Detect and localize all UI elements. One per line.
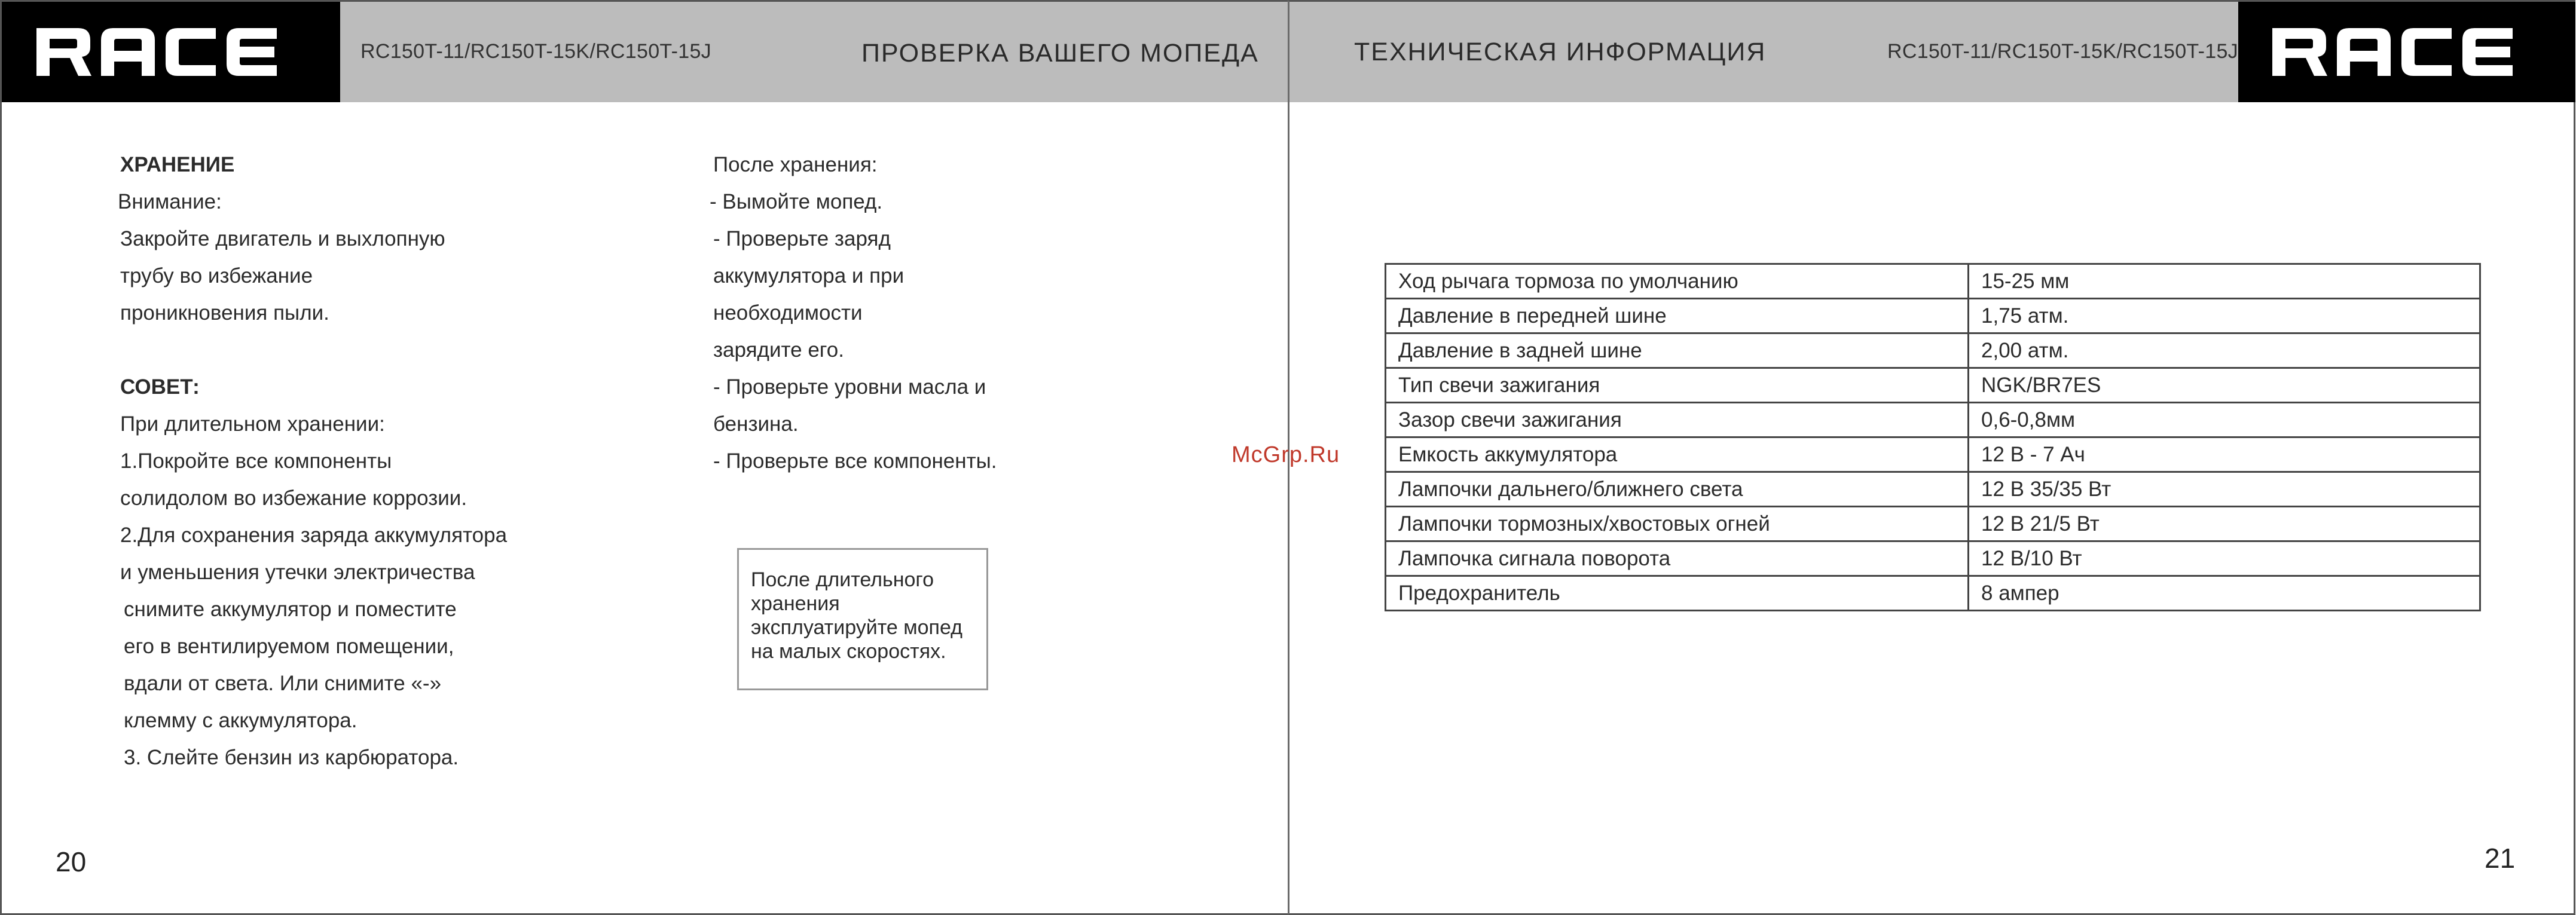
spec-value: 12 В/10 Вт: [1969, 541, 2480, 576]
right-model-text: RC150T-11/RC150T-15K/RC150T-15J: [1887, 40, 2238, 63]
page-number-right: 21: [2485, 843, 2516, 874]
spec-row: [1386, 299, 2480, 333]
spec-value: 8 ампер: [1969, 576, 2480, 611]
storage-text-line: проникновения пыли.: [120, 301, 329, 325]
racer-logo-right: [2238, 2, 2575, 102]
spec-row: [1386, 541, 2480, 576]
spec-label: Давление в задней шине: [1386, 333, 1969, 368]
racer-logo: [2, 2, 340, 102]
spec-row: [1386, 368, 2480, 403]
spec-label: Зазор свечи зажигания: [1386, 403, 1969, 437]
right-section-title: ТЕХНИЧЕСКАЯ ИНФОРМАЦИЯ: [1354, 38, 1767, 66]
spec-label: Предохранитель: [1386, 576, 1969, 611]
spec-row: [1386, 472, 2480, 507]
after-storage-line: бензина.: [713, 412, 799, 436]
left-model-text: RC150T-11/RC150T-15K/RC150T-15J: [360, 40, 711, 63]
page-number-left: 20: [56, 846, 87, 877]
spec-value: 12 В 21/5 Вт: [1969, 507, 2480, 541]
spec-label: Лампочки дальнего/ближнего света: [1386, 472, 1969, 507]
storage-text-line: снимите аккумулятор и поместите: [124, 598, 457, 621]
storage-text-line: вдали от света. Или снимите «-»: [124, 672, 442, 695]
spec-label: Давление в передней шине: [1386, 299, 1969, 333]
spec-row: [1386, 507, 2480, 541]
spec-value: 0,6-0,8мм: [1969, 403, 2480, 437]
racer-logo-mark: [36, 28, 305, 76]
storage-text-line: и уменьшения утечки электричества: [120, 561, 475, 584]
after-storage-line: После хранения:: [713, 153, 878, 176]
storage-text-line: его в вентилируемом помещении,: [124, 635, 454, 658]
spec-row: [1386, 333, 2480, 368]
spec-label: Емкость аккумулятора: [1386, 437, 1969, 472]
technical-spec-table: [1385, 263, 2481, 611]
storage-text-line: 3. Слейте бензин из карбюратора.: [124, 746, 459, 769]
spec-row: [1386, 437, 2480, 472]
storage-text-line: трубу во избежание: [120, 264, 313, 287]
spec-label: Тип свечи зажигания: [1386, 368, 1969, 403]
spec-value: 12 В - 7 Ач: [1969, 437, 2480, 472]
storage-text-line: 2.Для сохранения заряда аккумулятора: [120, 524, 508, 547]
spec-label: Ход рычага тормоза по умолчанию: [1386, 264, 1969, 299]
storage-text-line: Внимание:: [118, 190, 222, 213]
spec-value: 1,75 атм.: [1969, 299, 2480, 333]
storage-text-line: ХРАНЕНИЕ: [120, 153, 235, 176]
spec-value: 2,00 атм.: [1969, 333, 2480, 368]
after-storage-line: - Вымойте мопед.: [710, 190, 883, 213]
spec-row: [1386, 576, 2480, 611]
spec-label: Лампочка сигнала поворота: [1386, 541, 1969, 576]
racer-logo-mark-right: [2272, 28, 2541, 76]
left-section-title: ПРОВЕРКА ВАШЕГО МОПЕДА: [861, 39, 1259, 68]
after-storage-line: необходимости: [713, 301, 863, 325]
storage-text-line: Закройте двигатель и выхлопную: [120, 227, 445, 250]
storage-note-box: После длительного хранения эксплуатируйте мопед на малых скоростях.: [737, 548, 988, 690]
storage-text-line: солидолом во избежание коррозии.: [120, 486, 467, 510]
after-storage-line: - Проверьте заряд: [713, 227, 891, 250]
spec-row: [1386, 264, 2480, 299]
spec-value: 12 В 35/35 Вт: [1969, 472, 2480, 507]
spec-row: [1386, 403, 2480, 437]
after-storage-line: зарядите его.: [713, 338, 844, 362]
storage-text-line: 1.Покройте все компоненты: [120, 449, 392, 473]
spec-value: NGK/BR7ES: [1969, 368, 2480, 403]
after-storage-line: аккумулятора и при: [713, 264, 904, 287]
spec-label: Лампочки тормозных/хвостовых огней: [1386, 507, 1969, 541]
storage-text-line: При длительном хранении:: [120, 412, 385, 436]
after-storage-line: - Проверьте все компоненты.: [713, 449, 997, 473]
storage-text-line: клемму с аккумулятора.: [124, 709, 357, 732]
after-storage-line: - Проверьте уровни масла и: [713, 375, 986, 399]
storage-text-line: СОВЕТ:: [120, 375, 200, 399]
watermark: McGrp.Ru: [1232, 442, 1340, 467]
spec-value: 15-25 мм: [1969, 264, 2480, 299]
